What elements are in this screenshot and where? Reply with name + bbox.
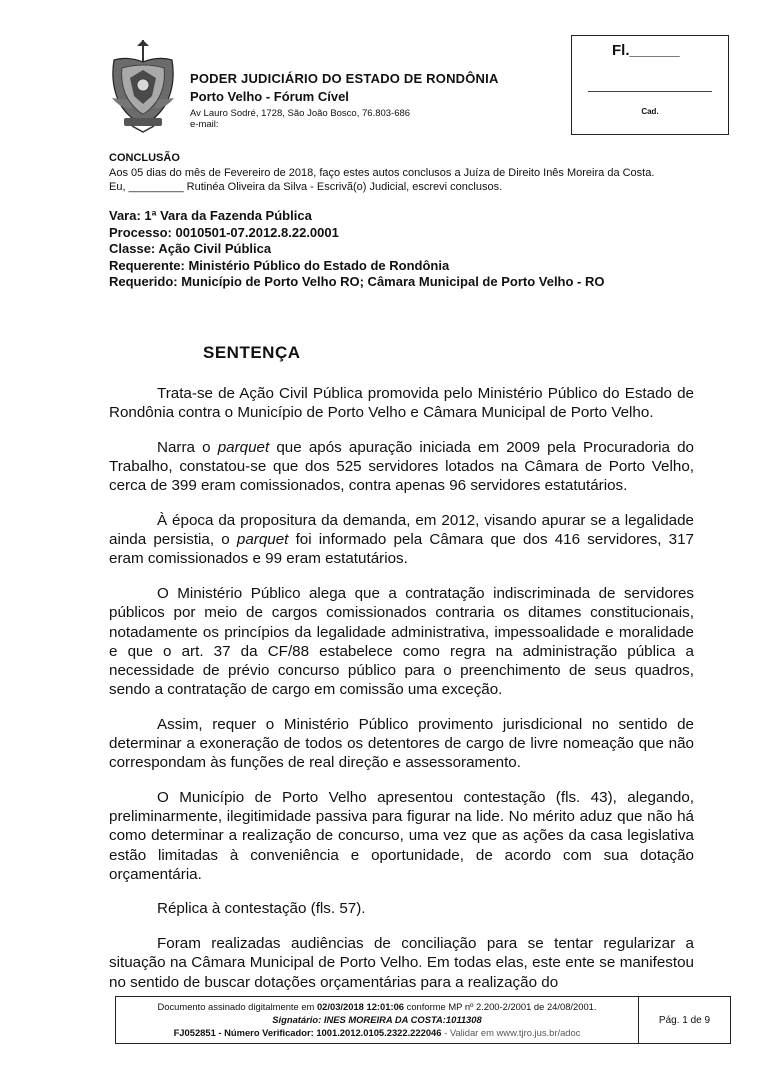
court-email: e-mail: <box>190 119 219 130</box>
sentenca-heading: SENTENÇA <box>203 343 301 362</box>
sentence-body <box>109 384 694 992</box>
signature-line-2: Signatário: INES MOREIRA DA COSTA:1011308 <box>272 1014 482 1025</box>
paragraph-3: À época da propositura da demanda, em 2012, visando apurar se a legalidade ainda persistia, o parquet foi informado pela Câmara que dos 416 servidores, 317 eram comissionados e 99 eram estatutários. <box>109 512 694 568</box>
conclusao-title: CONCLUSÃO <box>109 152 180 164</box>
paragraph-5: Assim, requer o Ministério Público provimento jurisdicional no sentido de determinar a exoneração de todos os detentores de cargo de livre nomeação que não correspondam às funções de real direção e assessoramento. <box>109 715 694 772</box>
folio-box <box>571 35 729 135</box>
case-requerente: Requerente: Ministério Público do Estado de Rondônia <box>109 257 450 273</box>
paragraph-2: Narra o parquet que após apuração iniciada em 2009 pela Procuradoria do Trabalho, constatou-se que dos 525 servidores lotados na Câmara de Porto Velho, cerca de 399 eram comissionados, contra apenas 96 servidores estatutários. <box>109 438 694 495</box>
paragraph-7: Réplica à contestação (fls. 57). <box>157 900 366 918</box>
paragraph-6: O Município de Porto Velho apresentou contestação (fls. 43), alegando, preliminarmente, ilegitimidade passiva para figurar na lide. No mérito aduz que não há como determinar a realização de concurso, uma vez que as ações da casa legislativa estão limitadas à conveniência e oportunidade, de acordo com sua dotação orçamentária. <box>109 788 694 883</box>
signature-footer <box>115 996 731 1044</box>
case-info <box>109 208 709 291</box>
case-processo: Processo: 0010501-07.2012.8.22.0001 <box>109 224 339 240</box>
signature-info <box>116 997 639 1043</box>
court-subtitle: Porto Velho - Fórum Cível <box>190 89 349 104</box>
folio-signature-line <box>588 91 712 92</box>
page-number: Pág. 1 de 9 <box>658 1014 711 1026</box>
paragraph-8: Foram realizadas audiências de conciliação para se tentar regularizar a situação na Câmara Municipal de Porto Velho. Em todas elas, este ente se manifestou no sentido de buscar dotações orçamentárias para a realização do <box>109 935 694 991</box>
court-title: PODER JUDICIÁRIO DO ESTADO DE RONDÔNIA <box>190 71 499 86</box>
conclusao-block <box>109 151 709 195</box>
conclusao-line-1: Aos 05 dias do mês de Fevereiro de 2018, faço estes autos conclusos a Juíza de Direito Inês Moreira da Costa. <box>109 166 655 179</box>
case-requerido: Requerido: Município de Porto Velho RO; Câmara Municipal de Porto Velho - RO <box>109 274 605 289</box>
paragraph-1: Trata-se de Ação Civil Pública promovida pelo Ministério Público do Estado de Rondônia contra o Município de Porto Velho e Câmara Municipal de Porto Velho. <box>109 385 694 422</box>
coat-of-arms-icon <box>108 38 178 134</box>
signature-line-1: Documento assinado digitalmente em 02/03/2018 12:01:06 conforme MP nº 2.200-2/2001 de 24/08/2001. <box>157 1001 597 1012</box>
case-vara: Vara: 1ª Vara da Fazenda Pública <box>109 208 312 223</box>
paragraph-4: O Ministério Público alega que a contratação indiscriminada de servidores públicos por meio de cargos comissionados contraria os ditames constitucionais, notadamente os princípios da legalidade administrativa, impessoalidade e moralidade e que o art. 37 da CF/88 estabelece como regra na administração pública a necessidade de prévio concurso público para o preenchimento de seus quadros, sendo a contratação de cargo em comissão uma exceção. <box>109 585 694 699</box>
case-classe: Classe: Ação Civil Pública <box>109 241 272 256</box>
conclusao-line-2: Eu, _________ Rutinéa Oliveira da Silva - Escrivã(o) Judicial, escrevi conclusos. <box>109 181 503 193</box>
folio-label: Fl.______ <box>612 42 680 59</box>
folio-cad: Cad. <box>641 107 659 116</box>
signature-line-3: FJ052851 - Número Verificador: 1001.2012.0105.2322.222046 - Validar em www.tjro.jus.br/adoc <box>173 1027 581 1038</box>
court-address: Av Lauro Sodré, 1728, São João Bosco, 76.803-686 <box>190 108 411 119</box>
